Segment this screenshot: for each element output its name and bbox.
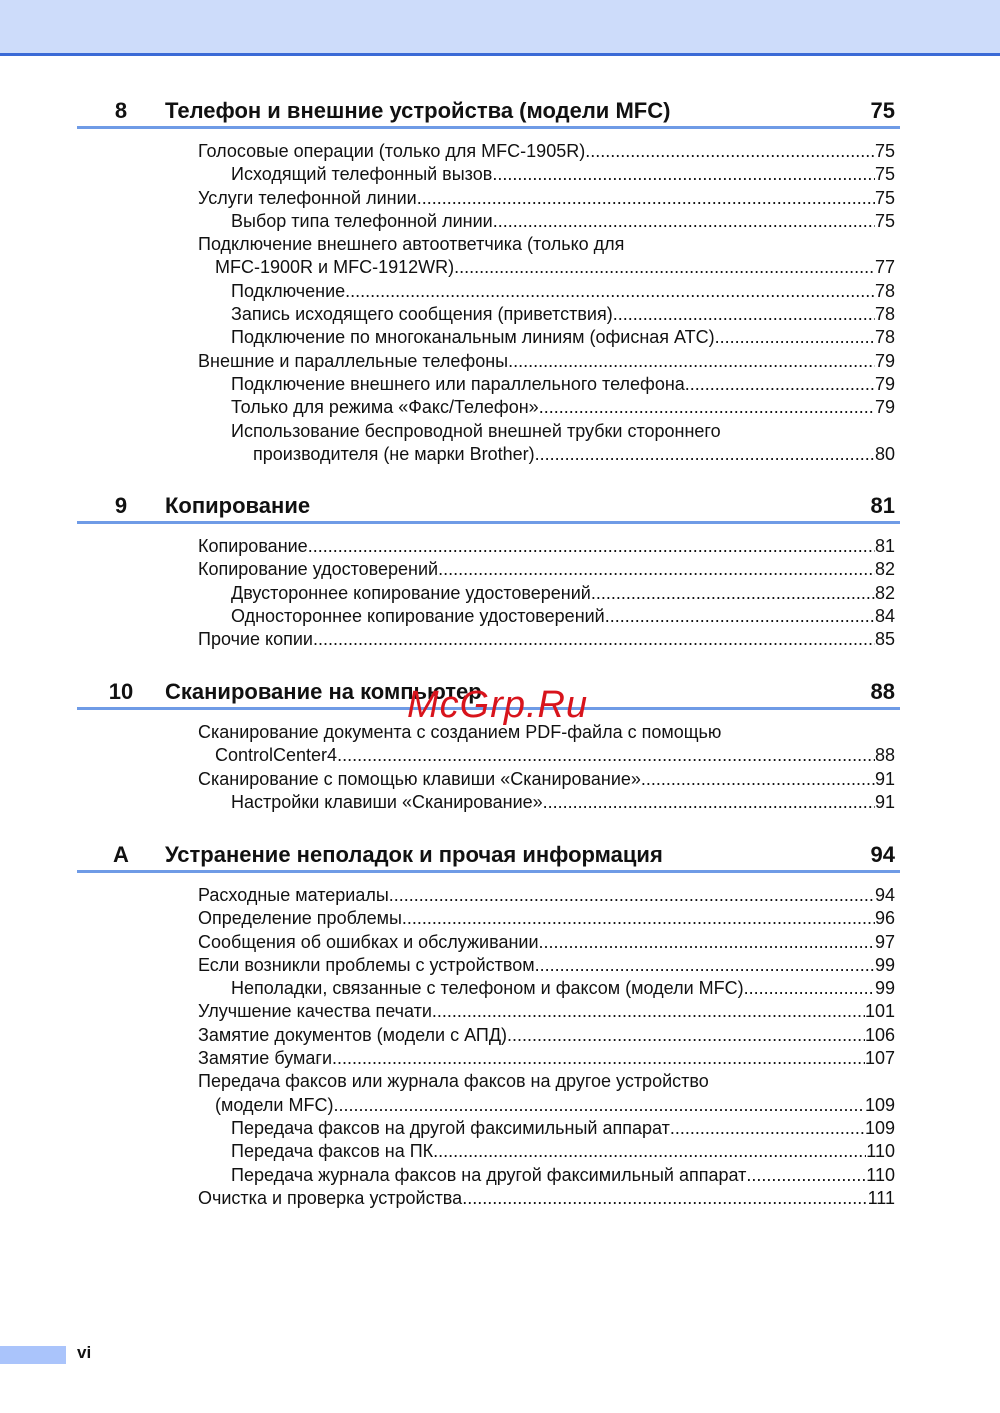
- toc-entry[interactable]: [77, 326, 900, 349]
- dot-leader: [432, 1000, 865, 1023]
- dot-leader: [308, 535, 875, 558]
- toc-entry[interactable]: [77, 582, 900, 605]
- entry-page: 109: [864, 1117, 895, 1138]
- entry-page: 111: [867, 1187, 895, 1208]
- watermark: McGrp.Ru: [407, 684, 589, 726]
- entry-title: Подключение внешнего или параллельного телефона: [231, 373, 685, 394]
- footer-bar: [0, 1346, 66, 1364]
- entry-page: 81: [874, 536, 895, 556]
- toc-entry[interactable]: [77, 907, 900, 930]
- dot-leader: [539, 931, 875, 954]
- dot-leader: [543, 791, 875, 814]
- entry-title: Неполадки, связанные с телефоном и факсом (модели MFC): [231, 978, 744, 999]
- toc-chapter: [77, 836, 900, 1210]
- dot-leader: [389, 884, 875, 907]
- toc-entry[interactable]: [77, 1187, 900, 1210]
- entry-title: Замятие документов (модели с АПД): [198, 1024, 508, 1045]
- entry-page: 84: [874, 605, 895, 626]
- toc-chapter: [77, 92, 900, 466]
- dot-leader: [508, 350, 875, 373]
- toc-entry[interactable]: [77, 954, 900, 977]
- chapter-title: Телефон и внешние устройства (модели MFC): [165, 98, 671, 123]
- dot-leader: [685, 373, 875, 396]
- dot-leader: [535, 954, 875, 977]
- entry-title-cont: ControlCenter4: [215, 745, 338, 766]
- toc-entry[interactable]: [77, 884, 900, 907]
- toc-entry[interactable]: [77, 187, 900, 210]
- entry-page: 94: [874, 885, 895, 905]
- entry-title: Настройки клавиши «Сканирование»: [231, 791, 543, 812]
- chapter-title: Сканирование на компьютер: [165, 679, 482, 704]
- dot-leader: [454, 256, 875, 279]
- toc-entry[interactable]: [77, 558, 900, 581]
- dot-leader: [507, 1024, 865, 1047]
- entry-title: Передача факсов на ПК: [231, 1141, 434, 1162]
- toc-entry[interactable]: [77, 396, 900, 419]
- toc-entry-continuation[interactable]: [77, 443, 900, 466]
- toc-entry[interactable]: [77, 1117, 900, 1140]
- chapter-page: 81: [870, 493, 895, 518]
- entry-title: Использование беспроводной внешней трубки стороннего: [231, 420, 721, 441]
- entry-page: 106: [864, 1024, 895, 1045]
- dot-leader: [345, 280, 875, 303]
- dot-leader: [605, 605, 875, 628]
- entry-page: 99: [874, 954, 895, 975]
- chapter-number: 8: [114, 98, 128, 123]
- page-number: vi: [77, 1343, 92, 1362]
- toc-entry-continuation[interactable]: [77, 1094, 900, 1117]
- entry-title-cont: производителя (не марки Brother): [253, 443, 535, 464]
- dot-leader: [333, 1094, 865, 1117]
- dot-leader: [641, 768, 875, 791]
- entry-page: 101: [864, 1001, 895, 1022]
- toc-entry[interactable]: [77, 420, 900, 443]
- chapter-page: 75: [870, 98, 895, 123]
- entry-page: 91: [874, 791, 895, 812]
- entry-page: 75: [874, 187, 895, 208]
- entry-title: Передача факсов или журнала факсов на другое устройство: [198, 1071, 709, 1092]
- dot-leader: [539, 396, 875, 419]
- toc-entry[interactable]: [77, 140, 900, 163]
- dot-leader: [493, 210, 875, 233]
- entry-title: Внешние и параллельные телефоны: [198, 350, 509, 371]
- entry-page: 82: [874, 559, 895, 580]
- entry-page: 91: [874, 768, 895, 789]
- entry-page: 82: [874, 582, 895, 603]
- toc-entry[interactable]: [77, 605, 900, 628]
- entry-title: Определение проблемы: [198, 908, 402, 929]
- entry-page: 75: [874, 164, 895, 185]
- entry-title: Двустороннее копирование удостоверений: [231, 582, 591, 603]
- chapter-heading[interactable]: [77, 836, 900, 873]
- entry-page: 97: [874, 931, 895, 952]
- dot-leader: [535, 443, 875, 466]
- toc-entry[interactable]: [77, 350, 900, 373]
- entry-page: 85: [874, 629, 895, 650]
- chapter-page: 88: [870, 679, 895, 704]
- entry-page: 88: [874, 745, 895, 766]
- chapter-number: 10: [108, 679, 134, 704]
- entry-page: 78: [874, 280, 895, 301]
- dot-leader: [591, 582, 875, 605]
- chapter-number: 9: [114, 493, 128, 518]
- entry-title: Исходящий телефонный вызов: [231, 164, 493, 185]
- toc-entry[interactable]: [77, 303, 900, 326]
- toc-entry[interactable]: [77, 977, 900, 1000]
- entry-title: Сканирование с помощью клавиши «Сканирование»: [198, 768, 641, 789]
- toc-entry[interactable]: [77, 163, 900, 186]
- dot-leader: [670, 1117, 865, 1140]
- entry-title-cont: (модели MFC): [215, 1094, 334, 1115]
- dot-leader: [613, 303, 875, 326]
- entry-page: 77: [874, 257, 895, 278]
- entry-page: 79: [874, 373, 895, 394]
- dot-leader: [337, 744, 875, 767]
- chapter-heading[interactable]: [77, 92, 900, 129]
- toc-entry[interactable]: [77, 280, 900, 303]
- dot-leader: [332, 1047, 865, 1070]
- chapter-page: 94: [870, 842, 895, 867]
- entry-title: Если возникли проблемы с устройством: [198, 954, 535, 975]
- entry-page: 99: [874, 978, 895, 999]
- entry-title: Прочие копии: [198, 629, 313, 650]
- entry-title: Услуги телефонной линии: [198, 187, 417, 208]
- toc-entry-continuation[interactable]: [77, 256, 900, 279]
- chapter-title: Устранение неполадок и прочая информация: [165, 842, 663, 867]
- entry-title: Копирование: [198, 536, 308, 556]
- dot-leader: [417, 187, 875, 210]
- dot-leader: [402, 907, 875, 930]
- entry-page: 96: [874, 908, 895, 929]
- toc-entry[interactable]: [77, 1024, 900, 1047]
- dot-leader: [746, 1164, 866, 1187]
- chapter-number: A: [113, 842, 129, 867]
- toc-entry[interactable]: [77, 210, 900, 233]
- dot-leader: [744, 977, 875, 1000]
- toc-entry[interactable]: [77, 768, 900, 791]
- toc-entry[interactable]: [77, 535, 900, 558]
- entry-page: 109: [864, 1094, 895, 1115]
- toc-entry[interactable]: [77, 931, 900, 954]
- entry-title: Улучшение качества печати: [198, 1001, 432, 1022]
- entry-page: 110: [866, 1141, 895, 1162]
- entry-title: Замятие бумаги: [198, 1048, 333, 1069]
- entry-title: Одностороннее копирование удостоверений: [231, 605, 605, 626]
- entry-page: 107: [864, 1048, 895, 1069]
- entry-title: Голосовые операции (только для MFC-1905R): [198, 141, 586, 161]
- dot-leader: [585, 140, 875, 163]
- entry-title: Только для режима «Факс/Телефон»: [231, 397, 539, 418]
- entry-title: Выбор типа телефонной линии: [231, 210, 493, 231]
- dot-leader: [313, 628, 875, 651]
- dot-leader: [715, 326, 875, 349]
- entry-title: Запись исходящего сообщения (приветствия): [231, 304, 613, 325]
- entry-page: 110: [866, 1164, 895, 1185]
- toc-entry[interactable]: [77, 791, 900, 814]
- entry-title: Подключение по многоканальным линиям (офисная АТС): [231, 327, 715, 348]
- entry-page: 75: [874, 141, 895, 161]
- chapter-title: Копирование: [165, 493, 311, 518]
- entry-title: Передача факсов на другой факсимильный аппарат: [231, 1117, 670, 1138]
- entry-page: 75: [874, 210, 895, 231]
- entry-page: 80: [874, 443, 895, 464]
- entry-title: Передача журнала факсов на другой факсимильный аппарат: [231, 1164, 747, 1185]
- toc-chapter: [77, 487, 900, 651]
- toc-entry[interactable]: [77, 1070, 900, 1093]
- entry-title: Подключение: [231, 280, 346, 301]
- chapter-heading[interactable]: [77, 487, 900, 524]
- entry-title: Очистка и проверка устройства: [198, 1187, 463, 1208]
- entry-title: Копирование удостоверений: [198, 559, 439, 580]
- toc-entry[interactable]: [77, 1164, 900, 1187]
- entry-page: 79: [874, 350, 895, 371]
- entry-title: Сканирование документа с созданием PDF-файла с помощью: [198, 722, 722, 742]
- toc-entry[interactable]: [77, 373, 900, 396]
- entry-page: 79: [874, 397, 895, 418]
- entry-title: Подключение внешнего автоответчика (только для: [198, 234, 625, 255]
- dot-leader: [462, 1187, 867, 1210]
- entry-title: Расходные материалы: [198, 885, 389, 905]
- dot-leader: [492, 163, 875, 186]
- entry-page: 78: [874, 304, 895, 325]
- toc-entry[interactable]: [77, 233, 900, 256]
- toc-entry[interactable]: [77, 1140, 900, 1163]
- toc-entry[interactable]: [77, 1000, 900, 1023]
- toc-entry[interactable]: [77, 1047, 900, 1070]
- dot-leader: [433, 1140, 866, 1163]
- entry-title-cont: MFC-1900R и MFC-1912WR): [215, 257, 455, 278]
- dot-leader: [438, 558, 875, 581]
- toc-entry[interactable]: [77, 628, 900, 651]
- entry-page: 78: [874, 327, 895, 348]
- toc-entry-continuation[interactable]: [77, 744, 900, 767]
- entry-title: Сообщения об ошибках и обслуживании: [198, 931, 539, 952]
- header-banner: [0, 0, 1000, 56]
